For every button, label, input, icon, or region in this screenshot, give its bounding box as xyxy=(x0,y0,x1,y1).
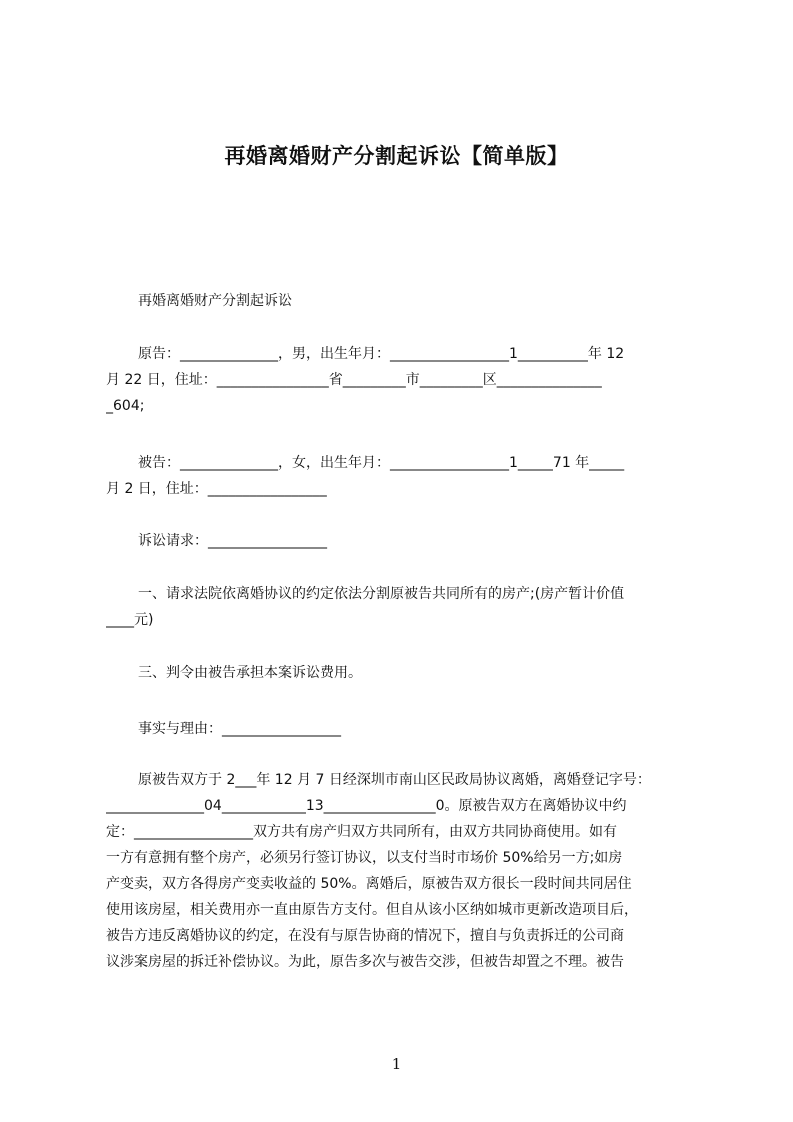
document-title: 再婚离婚财产分割起诉讼【简单版】 xyxy=(224,144,569,168)
facts-heading xyxy=(106,716,700,742)
claims-heading xyxy=(106,528,700,554)
facts-paragraph xyxy=(106,767,700,975)
facts-heading-text: 事实与理由：_________________ xyxy=(138,721,341,737)
claim-1-line-1: 一、请求法院依离婚协议的约定依法分割原被告共同所有的房产;(房产暂计价值 xyxy=(138,586,625,602)
claims-heading-text: 诉讼请求：_________________ xyxy=(138,533,327,549)
claim-3-text: 三、判令由被告承担本案诉讼费用。 xyxy=(138,665,362,681)
page-number: 1 xyxy=(391,1055,402,1073)
plaintiff-line-1: 原告：______________，男，出生年月：_________________1__________年 12 xyxy=(138,346,625,362)
claim-3 xyxy=(106,660,700,686)
plaintiff-line-2: 月 22 日，住址：________________省_________市_________区_______________ xyxy=(106,372,602,388)
subtitle xyxy=(106,288,700,314)
document-body xyxy=(106,0,700,1000)
facts-line: ______________04____________13________________0。原被告双方在离婚协议中约 xyxy=(106,798,627,814)
claim-1 xyxy=(106,581,700,633)
claim-1-line-2: ____元) xyxy=(106,612,154,628)
defendant-section xyxy=(106,450,700,502)
facts-line: 原被告双方于 2___年 12 月 7 日经深圳市南山区民政局协议离婚，离婚登记字号： xyxy=(138,772,651,788)
facts-line: 定：_________________双方共有房产归双方共同所有，由双方共同协商使用。如有 xyxy=(106,824,617,840)
defendant-line-1: 被告：______________，女，出生年月：_________________1_____71 年_____ xyxy=(138,455,625,471)
facts-line: 议涉案房屋的拆迁补偿协议。为此，原告多次与被告交涉，但被告却置之不理。被告 xyxy=(106,954,624,970)
facts-line: 被告方违反离婚协议的约定，在没有与原告协商的情况下，擅自与负责拆迁的公司商 xyxy=(106,928,624,944)
plaintiff-section xyxy=(106,341,700,419)
facts-line: 产变卖，双方各得房产变卖收益的 50%。离婚后，原被告双方很长一段时间共同居住 xyxy=(106,876,632,892)
plaintiff-line-3: _604; xyxy=(106,398,145,414)
facts-line: 一方有意拥有整个房产，必须另行签订协议，以支付当时市场价 50%给另一方;如房 xyxy=(106,850,623,866)
subtitle-text: 再婚离婚财产分割起诉讼 xyxy=(138,293,292,309)
facts-line: 使用该房屋，相关费用亦一直由原告方支付。但自从该小区纳如城市更新改造项目后， xyxy=(106,902,638,918)
defendant-line-2: 月 2 日，住址：_________________ xyxy=(106,481,327,497)
